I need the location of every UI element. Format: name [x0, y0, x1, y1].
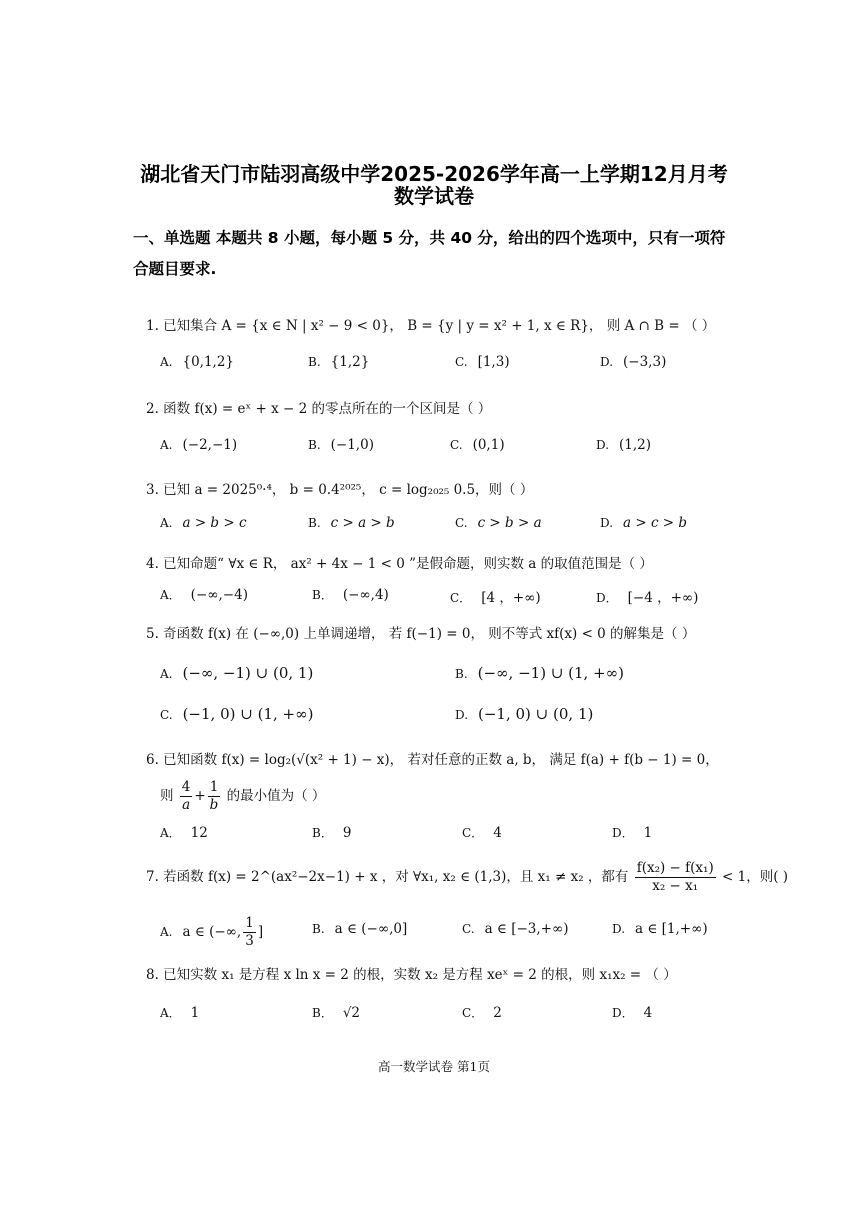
question-7-stem: 7. 若函数 f(x) = 2^(ax²−2x−1) + x ，对 ∀x₁, x₂ ∈ (1,3)，且 x₁ ≠ x₂ ，都有 $\frac{\text{f(x₂) − f(x₁)}}{\text{x₂ − x₁}}$ < 1，则( )	[146, 860, 789, 894]
q7-option-c: C. a ∈ [−3,+∞)	[462, 921, 569, 937]
q6-option-b: B． 9	[312, 825, 352, 841]
question-6-stem-line2: 则 $\frac{4}{a}$ + $\frac{1}{b}$ 的最小值为（ ）	[160, 779, 326, 813]
q1-option-b: B. {1,2}	[308, 354, 370, 370]
q2-option-c: C. (0,1)	[450, 437, 505, 453]
q6-option-a: A． 12	[160, 825, 208, 841]
fraction-one-third: $\frac{1}{3}$	[245, 915, 254, 949]
question-2-stem: 2. 函数 f(x) = eˣ + x − 2 的零点所在的一个区间是（ ）	[146, 401, 492, 417]
q8-option-a: A． 1	[160, 1005, 200, 1021]
question-1-stem: 1. 已知集合 A = {x ∈ N | x² − 9 < 0}， B = {y | y = x² + 1, x ∈ R}， 则 A ∩ B = （ ）	[146, 318, 716, 334]
question-6-stem: 6. 已知函数 f(x) = log₂(√(x² + 1) − x)， 若对任意的正数 a, b， 满足 f(a) + f(b − 1) = 0，	[146, 752, 719, 768]
question-3-stem: 3. 已知 a = 2025⁰·⁴， b = 0.4²⁰²⁵， c = log₂₀₂₅ 0.5，则（ ）	[146, 482, 534, 498]
q6-option-c: C． 4	[462, 825, 502, 841]
q5-option-c: C. (−1, 0) ∪ (1, +∞)	[160, 705, 314, 723]
q2-option-a: A. (−2,−1)	[160, 437, 238, 453]
section-heading: 一、单选题 本题共 8 小题，每小题 5 分，共 40 分，给出的四个选项中，只有一项符合题目要求.	[133, 229, 726, 278]
q4-option-c: C． [4 ，+∞)	[450, 590, 541, 606]
q5-option-d: D. (−1, 0) ∪ (0, 1)	[455, 705, 594, 723]
q4-option-d: D． [−4 ，+∞)	[596, 590, 699, 606]
exam-title-line1: 湖北省天门市陆羽高级中学2025-2026学年高一上学期12月月考	[140, 162, 728, 186]
q8-option-c: C． 2	[462, 1005, 502, 1021]
question-8-stem: 8. 已知实数 x₁ 是方程 x ln x = 2 的根，实数 x₂ 是方程 xeˣ = 2 的根，则 x₁x₂ = （ ）	[146, 967, 677, 983]
q6-option-d: D． 1	[612, 825, 653, 841]
q3-option-a: A. a > b > c	[160, 515, 247, 531]
question-4-stem: 4. 已知命题“ ∀x ∈ R， ax² + 4x − 1 < 0 ”是假命题，则实数 a 的取值范围是（ ）	[146, 556, 653, 572]
q4-option-b: B． (−∞,4)	[312, 587, 389, 603]
q7-option-a: A. a ∈ (−∞, $\frac{1}{3}$ ]	[160, 915, 264, 949]
q7-option-d: D. a ∈ [1,+∞)	[612, 921, 708, 937]
question-5-stem: 5. 奇函数 f(x) 在 (−∞,0) 上单调递增， 若 f(−1) = 0， 则不等式 xf(x) < 0 的解集是（ ）	[146, 626, 696, 642]
page-footer: 高一数学试卷 第1页	[378, 1059, 490, 1074]
fraction-4-over-a: $\frac{4}{a}$	[181, 779, 191, 813]
q1-option-a: A. {0,1,2}	[160, 354, 235, 370]
q2-option-d: D. (1,2)	[596, 437, 652, 453]
q8-option-b: B． √2	[312, 1005, 361, 1021]
q1-option-c: C. [1,3)	[455, 354, 510, 370]
q4-option-a: A． (−∞,−4)	[160, 587, 248, 603]
q7-option-b: B. a ∈ (−∞,0]	[312, 921, 408, 937]
exam-title-line2: 数学试卷	[394, 184, 474, 208]
q3-option-b: B. c > a > b	[308, 515, 395, 531]
fraction-1-over-b: $\frac{1}{b}$	[209, 779, 219, 813]
q3-option-d: D. a > c > b	[600, 515, 688, 531]
q3-option-c: C. c > b > a	[455, 515, 542, 531]
q1-option-d: D. (−3,3)	[600, 354, 667, 370]
q2-option-b: B. (−1,0)	[308, 437, 374, 453]
fraction-difference-quotient: $\frac{\text{f(x₂) − f(x₁)}}{\text{x₂ − x₁}}$	[636, 860, 714, 894]
q5-option-b: B. (−∞, −1) ∪ (1, +∞)	[455, 664, 625, 682]
q8-option-d: D． 4	[612, 1005, 653, 1021]
q5-option-a: A. (−∞, −1) ∪ (0, 1)	[160, 664, 314, 682]
